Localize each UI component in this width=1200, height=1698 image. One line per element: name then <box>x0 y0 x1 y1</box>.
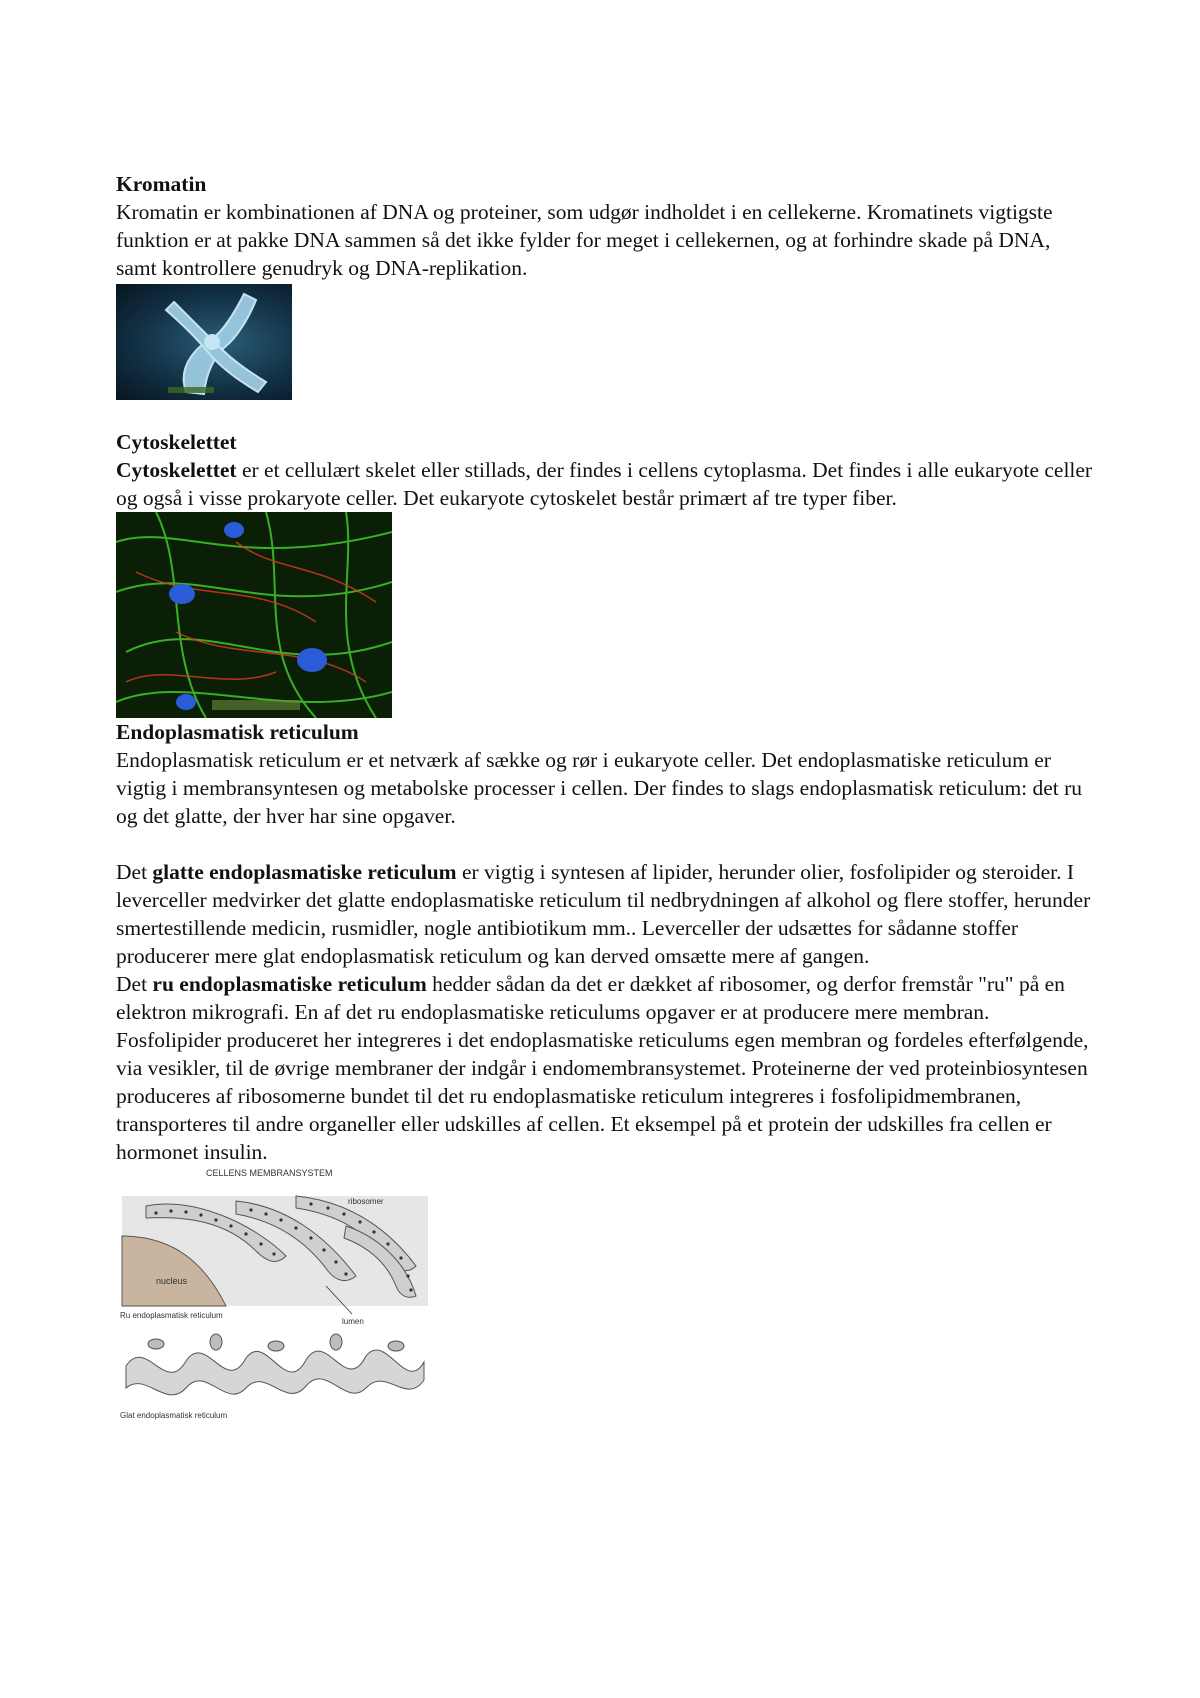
chromosome-image <box>116 284 292 400</box>
label-nucleus: nucleus <box>156 1276 188 1286</box>
rough-er-term: ru endoplasmatiske reticulum <box>152 972 427 996</box>
er-diagram <box>116 1166 436 1421</box>
kromatin-paragraph: Kromatin er kombinationen af DNA og proteiner, som udgør indholdet i en cellekerne. Kromatinets vigtigste funktion er at pakke DNA sammen så det ikke fylder for meget i cellekernen, og at forhindre skade på DNA, samt kontrollere genudryk og DNA-replikation. <box>116 200 1053 280</box>
cytoskelettet-heading: Cytoskelettet <box>116 430 237 454</box>
label-rough-er: Ru endoplasmatisk reticulum <box>120 1311 223 1320</box>
smooth-er-paragraph: Det glatte endoplasmatiske reticulum er vigtig i syntesen af lipider, herunder olier, fosfolipider og steroider. I leverceller medvirker det glatte endoplasmatiske reticulum til nedbrydningen af alkohol og flere stoffer, herunder smertestillende medicin, rusmidler, nogle antibiotikum mm.. Leverceller der udsættes for sådanne stoffer producerer mere glat endoplasmatisk reticulum og kan derved omsætte mere af gangen. <box>116 860 1091 968</box>
cytoskelettet-paragraph <box>116 456 1096 512</box>
cytoskelettet-text: er et cellulært skelet eller stillads, der findes i cellens cytoplasma. Det findes i alle eukaryote celler og også i visse prokaryote celler. Det eukaryote cytoskelet består primært af tre typer fiber. <box>116 458 1093 510</box>
spacer <box>116 830 1096 858</box>
spacer <box>116 400 1096 428</box>
label-lumen: lumen <box>342 1317 364 1326</box>
label-smooth-er: Glat endoplasmatisk reticulum <box>120 1411 228 1420</box>
cytoskeleton-micrograph <box>116 512 392 718</box>
er-intro-paragraph: Endoplasmatisk reticulum er et netværk af sække og rør i eukaryote celler. Det endoplasmatiske reticulum er vigtig i membransyntesen og metabolske processer i cellen. Der findes to slags endoplasmatisk reticulum: det ru og det glatte, der hver har sine opgaver. <box>116 748 1083 828</box>
cytoskelettet-lead: Cytoskelettet <box>116 458 237 482</box>
label-ribosomes: ribosomer <box>348 1197 384 1206</box>
kromatin-heading: Kromatin <box>116 172 207 196</box>
er-heading: Endoplasmatisk reticulum <box>116 720 359 744</box>
rough-er-paragraph: Det ru endoplasmatiske reticulum hedder sådan da det er dækket af ribosomer, og derfor fremstår "ru" på en elektron mikrografi. En af det ru endoplasmatiske reticulums opgaver er at producere mere membran. Fosfolipider produceret her integreres i det endoplasmatiske reticulums egen membran og fordeles efterfølgende, via vesikler, til de øvrige membraner der indgår i endomembransystemet. Proteinerne der ved proteinbiosyntesen produceres af ribosomerne bundet til det ru endoplasmatiske reticulum integreres i fosfolipidmembranen, transporteres til andre organeller eller udskilles af cellen. Et eksempel på et protein der udskilles fra cellen er hormonet insulin. <box>116 972 1089 1164</box>
er-diagram-title: CELLENS MEMBRANSYSTEM <box>206 1168 333 1178</box>
document-page <box>116 170 1096 1421</box>
smooth-er-term: glatte endoplasmatiske reticulum <box>152 860 457 884</box>
